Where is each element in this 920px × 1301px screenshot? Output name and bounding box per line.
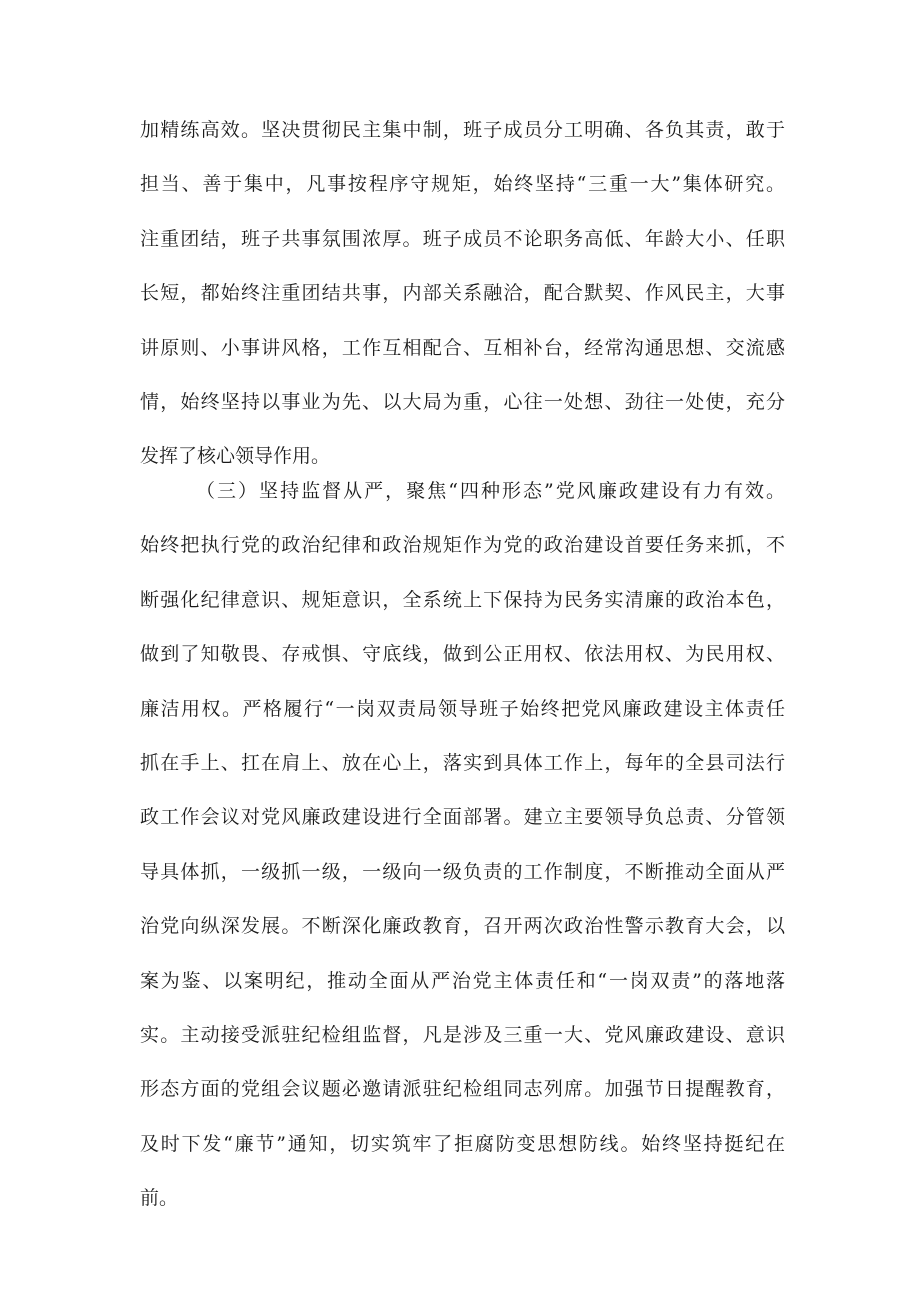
paragraph-line: 政工作会议对党风廉政建设进行全面部署。建立主要领导负总责、分管领: [140, 806, 785, 829]
paragraph-line: 抓在手上、扛在肩上、放在心上，落实到具体工作上，每年的全县司法行: [140, 751, 785, 774]
paragraph-line: 断强化纪律意识、规矩意识，全系统上下保持为民务实清廉的政治本色，: [140, 588, 785, 611]
paragraph-line: 前。: [140, 1187, 179, 1210]
paragraph-line: 加精练高效。坚决贯彻民主集中制，班子成员分工明确、各负其责，敢于: [140, 119, 785, 141]
paragraph-line: 案为鉴、以案明纪，推动全面从严治党主体责任和“一岗双责”的落地落: [140, 969, 785, 992]
paragraph-line: 形态方面的党组会议题必邀请派驻纪检组同志列席。加强节日提醒教育，: [140, 1078, 785, 1101]
section-heading-line: （三）坚持监督从严，聚焦“四种形态”党风廉政建设有力有效。: [196, 480, 785, 502]
paragraph-line: 导具体抓，一级抓一级，一级向一级负责的工作制度，不断推动全面从严: [140, 860, 785, 883]
paragraph-line: 长短，都始终注重团结共事，内部关系融洽，配合默契、作风民主，大事: [140, 282, 785, 305]
paragraph-line: 情，始终坚持以事业为先、以大局为重，心往一处想、劲往一处使，充分: [140, 390, 785, 413]
paragraph-line: 治党向纵深发展。不断深化廉政教育，召开两次政治性警示教育大会，以: [140, 915, 785, 938]
paragraph-line: 讲原则、小事讲风格，工作互相配合、互相补台，经常沟通思想、交流感: [140, 336, 785, 359]
paragraph-line: 担当、善于集中，凡事按程序守规矩，始终坚持“三重一大”集体研究。: [140, 173, 785, 196]
paragraph-leadership-unity: [140, 103, 785, 484]
paragraph-line: 发挥了核心领导作用。: [140, 445, 331, 468]
paragraph-line: 注重团结，班子共事氛围浓厚。班子成员不论职务高低、年龄大小、任职: [140, 227, 785, 250]
paragraph-line: 做到了知敬畏、存戒惧、守底线，做到公正用权、依法用权、为民用权、: [140, 643, 785, 666]
paragraph-supervision: [140, 464, 785, 1225]
paragraph-line: 廉洁用权。严格履行“一岗双责局领导班子始终把党风廉政建设主体责任: [140, 697, 785, 720]
paragraph-line: 始终把执行党的政治纪律和政治规矩作为党的政治建设首要任务来抓，不: [140, 534, 785, 557]
paragraph-line: 及时下发“廉节”通知，切实筑牢了拒腐防变思想防线。始终坚持挺纪在: [140, 1132, 785, 1155]
paragraph-line: 实。主动接受派驻纪检组监督，凡是涉及三重一大、党风廉政建设、意识: [140, 1023, 785, 1046]
